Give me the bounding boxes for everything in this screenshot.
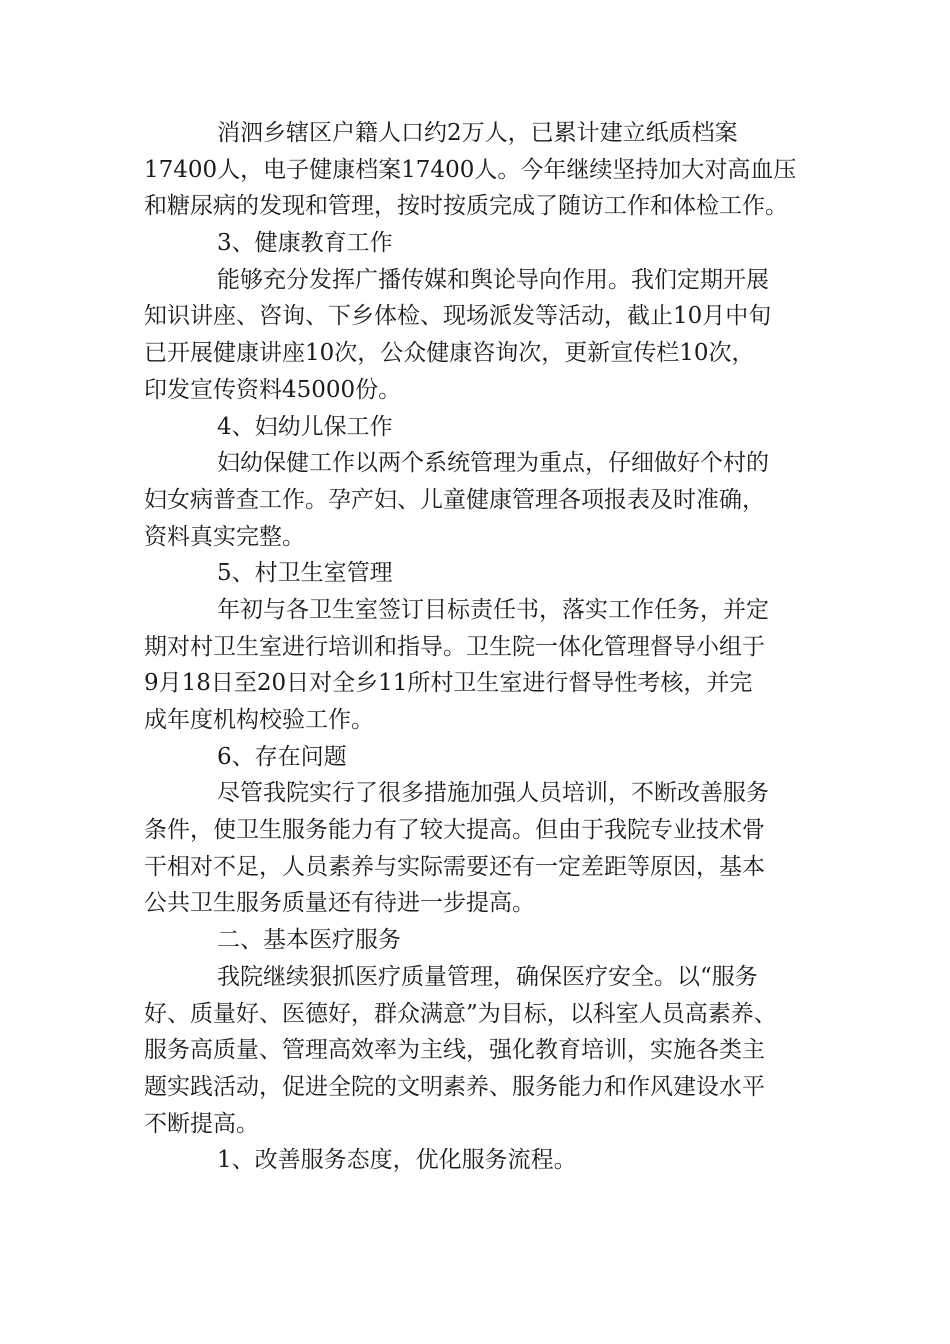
paragraph-line: 知识讲座、咨询、下乡体检、现场派发等活动，截止10月中旬	[144, 303, 772, 330]
paragraph-line: 条件，使卫生服务能力有了较大提高。但由于我院专业技术骨	[144, 817, 765, 844]
paragraph-line: 尽管我院实行了很多措施加强人员培训，不断改善服务	[217, 780, 769, 807]
paragraph-line: 妇女病普查工作。孕产妇、儿童健康管理各项报表及时准确，	[144, 486, 765, 513]
paragraph-line: 17400人，电子健康档案17400人。今年继续坚持加大对高血压	[144, 156, 797, 183]
paragraph-line: 干相对不足，人员素养与实际需要还有一定差距等原因，基本	[144, 853, 765, 880]
paragraph-line: 和糖尿病的发现和管理，按时按质完成了随访工作和体检工作。	[144, 193, 788, 220]
paragraph-line: 9月18日至20日对全乡11所村卫生室进行督导性考核，并完	[144, 670, 753, 697]
paragraph-line: 成年度机构校验工作。	[144, 707, 374, 733]
section-heading: 4、妇幼儿保工作	[217, 413, 393, 440]
document-body	[144, 115, 824, 1179]
paragraph-line: 期对村卫生室进行培训和指导。卫生院一体化管理督导小组于	[144, 633, 765, 660]
paragraph-line: 我院继续狠抓医疗质量管理，确保医疗安全。以“服务	[217, 963, 758, 990]
paragraph-line: 能够充分发挥广播传媒和舆论导向作用。我们定期开展	[217, 266, 769, 293]
section-heading: 6、存在问题	[217, 743, 347, 770]
paragraph-line: 公共卫生服务质量还有待进一步提高。	[144, 890, 535, 917]
paragraph-line: 已开展健康讲座10次，公众健康咨询次，更新宣传栏10次，	[144, 340, 755, 367]
paragraph-line: 服务高质量、管理高效率为主线，强化教育培训，实施各类主	[144, 1037, 765, 1064]
section-heading: 5、村卫生室管理	[217, 560, 393, 587]
section-heading: 3、健康教育工作	[217, 230, 393, 257]
paragraph-line: 印发宣传资料45000份。	[144, 376, 402, 403]
paragraph-line: 题实践活动，促进全院的文明素养、服务能力和作风建设水平	[144, 1073, 765, 1100]
paragraph-line: 不断提高。	[144, 1110, 259, 1137]
paragraph-line: 妇幼保健工作以两个系统管理为重点，仔细做好个村的	[217, 450, 769, 477]
paragraph-line: 消泗乡辖区户籍人口约2万人，已累计建立纸质档案	[217, 120, 738, 146]
paragraph-line: 资料真实完整。	[144, 523, 305, 550]
section-heading: 二、基本医疗服务	[217, 927, 401, 954]
paragraph-line: 好、质量好、医德好，群众满意”为目标，以科室人员高素养、	[144, 1000, 777, 1027]
paragraph-line: 年初与各卫生室签订目标责任书，落实工作任务，并定	[217, 596, 769, 623]
section-heading: 1、改善服务态度，优化服务流程。	[217, 1147, 577, 1174]
